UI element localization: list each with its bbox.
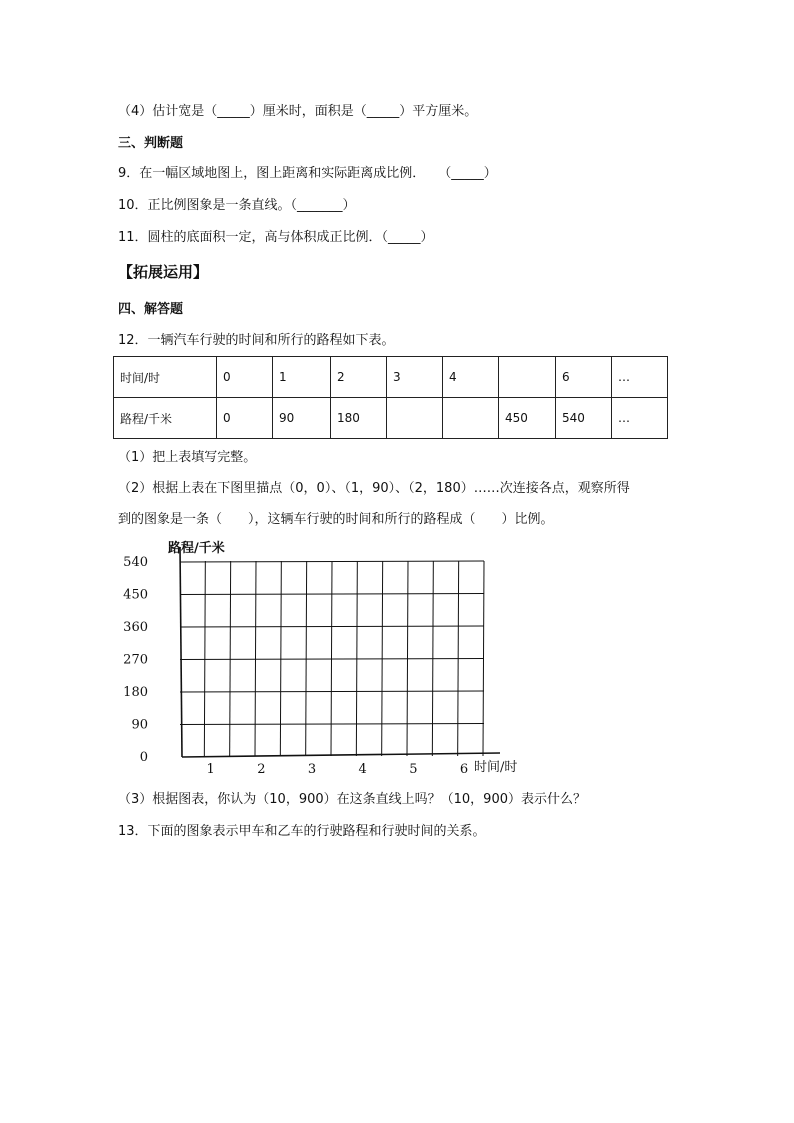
question-12-part-3: （3）根据图表，你认为（10，900）在这条直线上吗？（10，900）表示什么？ [118, 792, 586, 807]
y-tick-label: 450 [123, 587, 148, 603]
table-cell [499, 357, 556, 398]
question-9: 9．在一幅区域地图上，图上距离和实际距离成比例． （_____） [118, 166, 497, 181]
y-tick-label: 360 [123, 620, 148, 635]
grid-line-vertical [306, 561, 307, 756]
table-cell: 时间/时 [114, 357, 217, 398]
grid-line-vertical [356, 561, 357, 756]
grid-line-vertical [432, 561, 433, 756]
table-cell: 2 [331, 357, 387, 398]
table-cell: 450 [499, 398, 556, 439]
table-cell [387, 398, 443, 439]
x-tick-label: 1 [206, 762, 215, 777]
x-tick-label: 4 [358, 762, 367, 777]
y-axis-label: 路程/千米 [168, 541, 225, 556]
table-cell: 4 [443, 357, 499, 398]
y-tick-label: 0 [139, 750, 148, 765]
grid-line-vertical [255, 561, 256, 756]
table-row-distance [114, 398, 668, 439]
table-cell: 540 [556, 398, 612, 439]
time-distance-table [113, 356, 668, 439]
table-cell [443, 398, 499, 439]
y-tick-label: 180 [123, 685, 148, 700]
grid-line-vertical [382, 561, 383, 756]
grid-line-horizontal [180, 659, 484, 660]
y-tick-label: 540 [123, 555, 148, 570]
table-cell: 0 [217, 398, 273, 439]
table-cell: 1 [273, 357, 331, 398]
question-13: 13．下面的图象表示甲车和乙车的行驶路程和行驶时间的关系。 [118, 824, 486, 839]
axes [180, 547, 500, 757]
x-tick-label: 5 [409, 762, 418, 777]
question-12-part-2b: 到的图象是一条（ ），这辆车行驶的时间和所行的路程成（ ）比例。 [118, 512, 554, 527]
table-cell: 0 [217, 357, 273, 398]
grid-lines [180, 561, 484, 756]
y-tick-label: 270 [123, 652, 148, 668]
table-cell: 90 [273, 398, 331, 439]
question-10: 10．正比例图象是一条直线。（_______） [118, 198, 356, 213]
y-tick-labels [123, 555, 148, 765]
grid-line-vertical [204, 561, 205, 756]
grid-line-vertical [407, 561, 408, 756]
x-tick-label: 6 [459, 762, 469, 777]
section-judgement-title: 三、判断题 [118, 136, 184, 151]
grid-line-vertical [483, 561, 484, 756]
section-answer-title: 四、解答题 [118, 302, 184, 317]
distance-time-grid-chart [120, 535, 540, 780]
table-cell: 3 [387, 357, 443, 398]
grid-line-horizontal [180, 691, 484, 692]
table-cell: … [612, 398, 668, 439]
question-4-line: （4）估计宽是（_____）厘米时，面积是（_____）平方厘米。 [118, 104, 478, 119]
grid-line-horizontal [180, 724, 484, 725]
x-tick-labels [207, 762, 469, 777]
x-tick-label: 2 [257, 762, 266, 777]
grid-line-vertical [230, 561, 231, 756]
x-tick-label: 3 [307, 762, 317, 777]
y-axis-line [180, 547, 182, 757]
table-cell: 6 [556, 357, 612, 398]
question-12-part-2a: （2）根据上表在下图里描点（0，0）、（1，90）、（2，180）……次连接各点，观察所得 [118, 481, 630, 496]
grid-line-vertical [458, 561, 459, 756]
question-12: 12．一辆汽车行驶的时间和所行的路程如下表。 [118, 333, 395, 348]
table-row-time [114, 357, 668, 398]
y-tick-label: 90 [131, 717, 148, 733]
table-cell: 路程/千米 [114, 398, 217, 439]
question-12-part-1: （1）把上表填写完整。 [118, 450, 257, 465]
table-cell: … [612, 357, 668, 398]
question-11: 11．圆柱的底面积一定，高与体积成正比例．（_____） [118, 230, 434, 245]
table-cell: 180 [331, 398, 387, 439]
section-extension-title: 【拓展运用】 [118, 263, 209, 281]
grid-line-vertical [280, 561, 281, 756]
grid-line-vertical [331, 561, 332, 756]
x-axis-label: 时间/时 [474, 760, 518, 775]
